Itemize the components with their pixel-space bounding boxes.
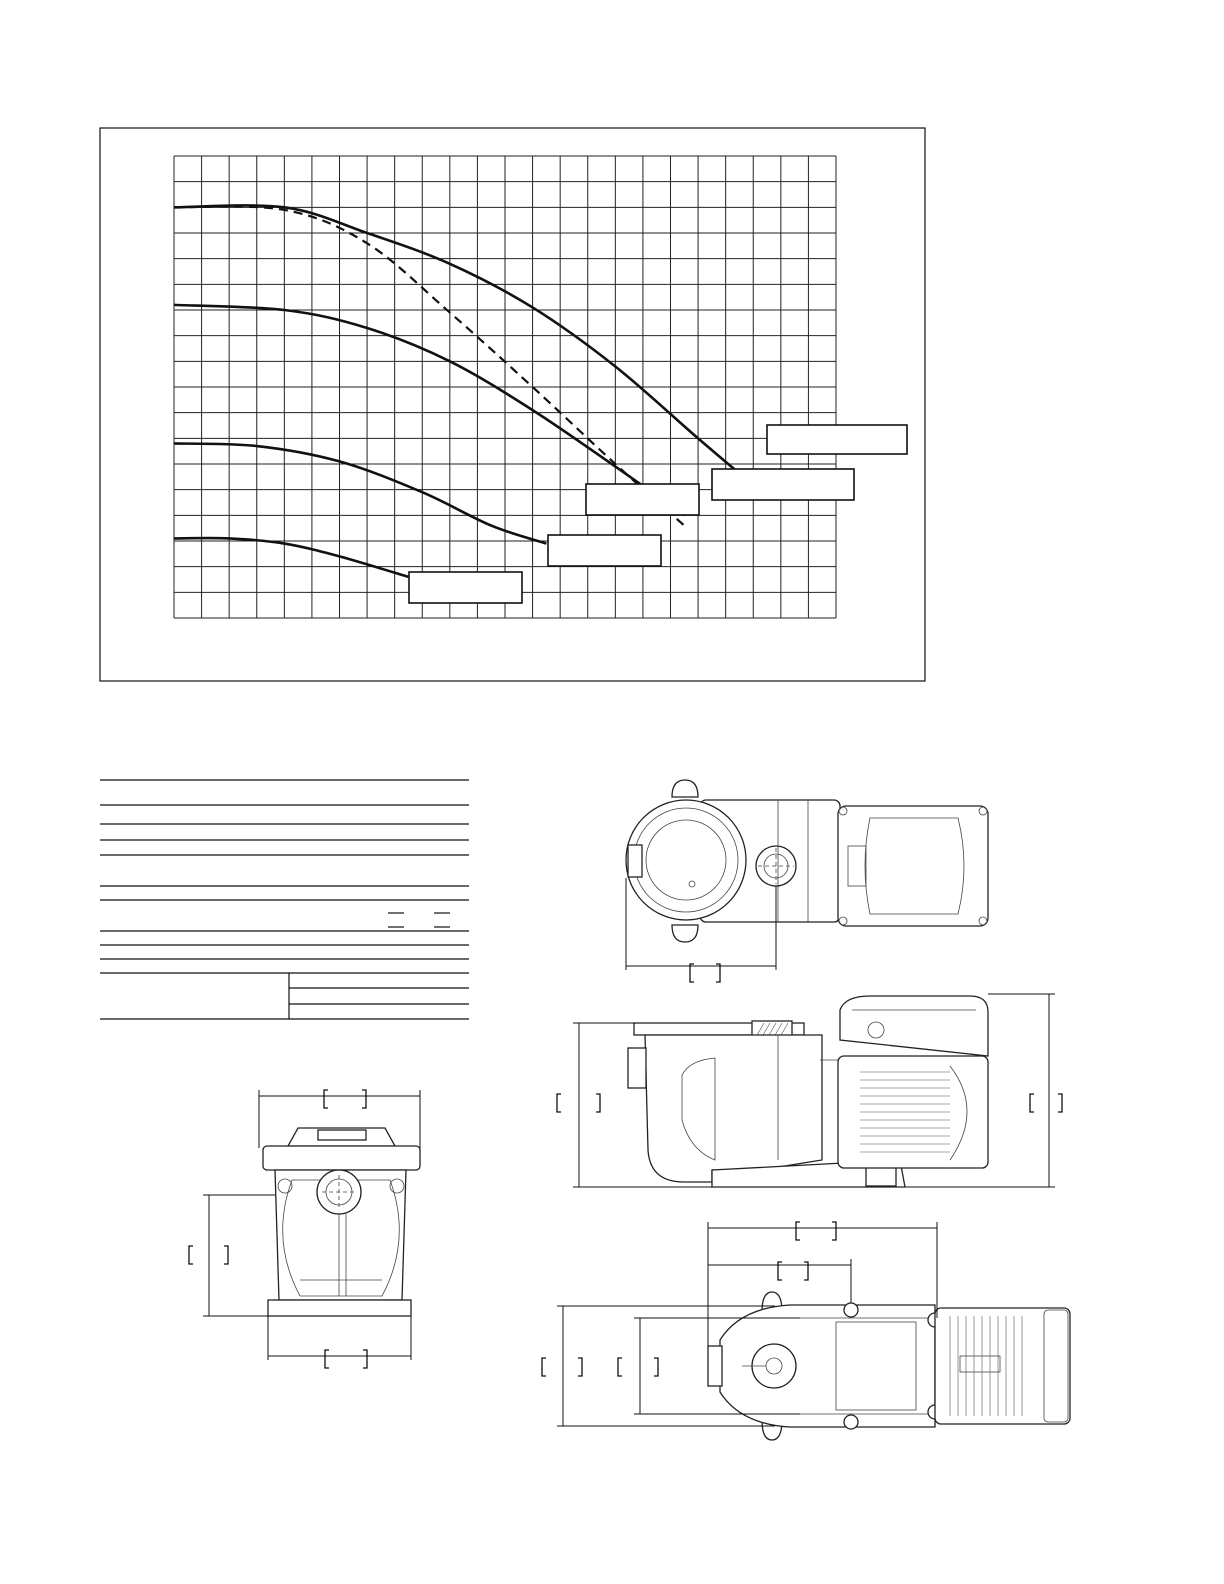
curve-label-box-5 (409, 572, 522, 603)
curve-label-box-1 (767, 425, 907, 454)
pump-side-view (628, 996, 988, 1187)
curve-label-box-2 (712, 469, 854, 500)
curve-label-box-3 (586, 484, 699, 515)
spec-table (100, 780, 469, 1019)
top-view-brackets (690, 964, 720, 982)
pump-bottom-view (708, 1292, 1070, 1440)
curve-label-boxes (409, 425, 907, 603)
chart-grid (174, 156, 836, 618)
pump-front-view (263, 1128, 420, 1316)
pump-curve-4 (174, 443, 546, 543)
curve-label-box-4 (548, 535, 661, 566)
pump-top-view (626, 780, 988, 942)
pump-curve-5 (174, 538, 408, 577)
chart-series (174, 205, 759, 577)
